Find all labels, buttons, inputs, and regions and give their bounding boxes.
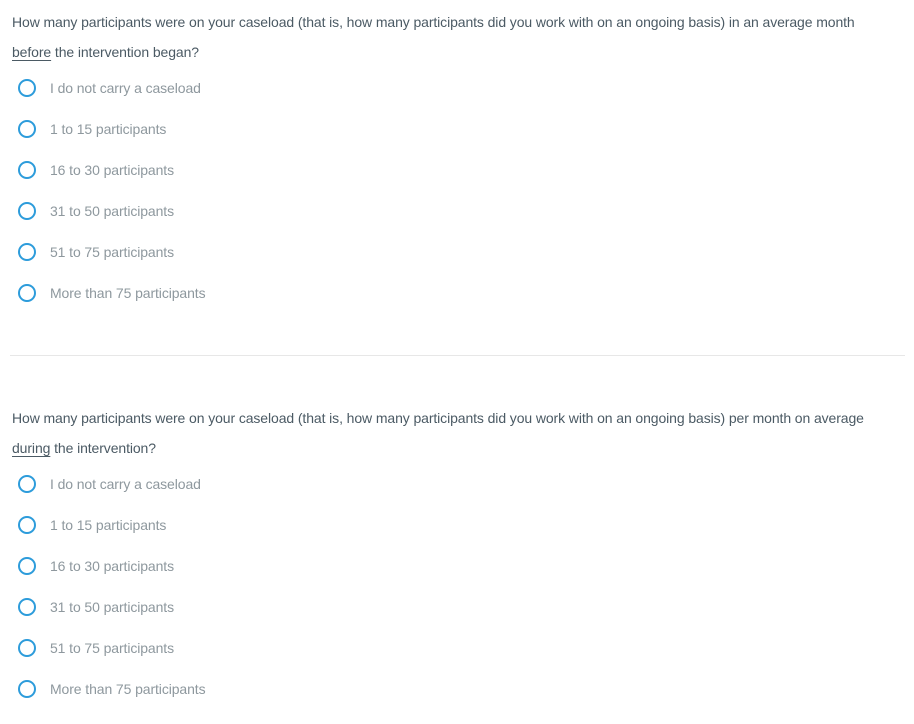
radio-option-no-caseload[interactable] <box>12 463 902 504</box>
radio-option-no-caseload[interactable] <box>12 67 902 108</box>
question-text-pre: How many participants were on your caseload (that is, how many participants did you work with on an ongoing basis) in an average month <box>12 14 855 30</box>
radio-option-label[interactable]: 16 to 30 participants <box>50 161 174 178</box>
question-text-during <box>12 403 897 463</box>
radio-option-31-50[interactable] <box>12 190 902 231</box>
radio-option-more-75[interactable] <box>12 668 902 709</box>
radio-option-more-75[interactable] <box>12 272 902 313</box>
radio-option-1-15[interactable] <box>12 504 902 545</box>
question-emphasis-during: during <box>12 440 51 456</box>
radio-option-51-75[interactable] <box>12 231 902 272</box>
radio-option-31-50[interactable] <box>12 586 902 627</box>
radio-button-icon[interactable] <box>18 557 36 575</box>
radio-button-icon[interactable] <box>18 120 36 138</box>
question-text-post: the intervention began? <box>51 44 199 60</box>
radio-option-label[interactable]: More than 75 participants <box>50 284 206 301</box>
radio-option-label[interactable]: 51 to 75 participants <box>50 639 174 656</box>
radio-button-icon[interactable] <box>18 639 36 657</box>
radio-option-51-75[interactable] <box>12 627 902 668</box>
radio-button-icon[interactable] <box>18 202 36 220</box>
radio-button-icon[interactable] <box>18 475 36 493</box>
question-emphasis-before: before <box>12 44 52 60</box>
radio-button-icon[interactable] <box>18 598 36 616</box>
question-block-during <box>0 356 914 709</box>
radio-option-label[interactable]: 31 to 50 participants <box>50 202 174 219</box>
radio-button-icon[interactable] <box>18 79 36 97</box>
radio-option-16-30[interactable] <box>12 545 902 586</box>
radio-option-label[interactable]: 16 to 30 participants <box>50 557 174 574</box>
radio-option-label[interactable]: 1 to 15 participants <box>50 516 167 533</box>
question-text-pre: How many participants were on your caseload (that is, how many participants did you work with on an ongoing basis) per month on average <box>12 410 864 426</box>
radio-option-label[interactable]: I do not carry a caseload <box>50 475 201 492</box>
question-text-before <box>12 7 897 67</box>
radio-button-icon[interactable] <box>18 516 36 534</box>
radio-option-label[interactable]: I do not carry a caseload <box>50 79 201 96</box>
question-block-before <box>0 0 914 313</box>
options-list-before <box>12 67 902 313</box>
question-text-post: the intervention? <box>50 440 156 456</box>
radio-option-label[interactable]: More than 75 participants <box>50 680 206 697</box>
radio-option-1-15[interactable] <box>12 108 902 149</box>
radio-button-icon[interactable] <box>18 161 36 179</box>
options-list-during <box>12 463 902 709</box>
radio-button-icon[interactable] <box>18 680 36 698</box>
radio-option-16-30[interactable] <box>12 149 902 190</box>
radio-option-label[interactable]: 51 to 75 participants <box>50 243 174 260</box>
radio-button-icon[interactable] <box>18 243 36 261</box>
radio-option-label[interactable]: 1 to 15 participants <box>50 120 167 137</box>
radio-option-label[interactable]: 31 to 50 participants <box>50 598 174 615</box>
radio-button-icon[interactable] <box>18 284 36 302</box>
